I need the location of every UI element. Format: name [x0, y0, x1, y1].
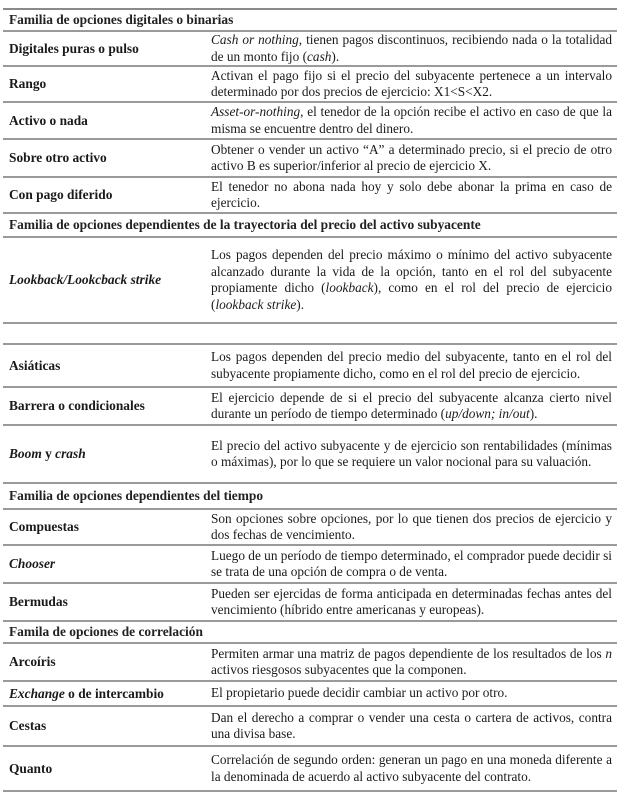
option-type-description [211, 548, 617, 581]
description-segment: Correlación de segundo orden: generan un pago en una moneda diferente a la denominada de acuerdo al activo subyacente del contrato. [211, 752, 612, 784]
option-type-name [3, 76, 211, 92]
description-segment: Los pagos dependen del precio máximo o mínimo del activo subyacente alcanzado durante la vida de la opción, tanto en el rol del subyacente propiamente dicho ( [211, 247, 612, 295]
table-row [3, 546, 617, 584]
description-segment: cash [307, 48, 332, 64]
description-segment: ), como en el rol del precio de ejercicio ( [211, 280, 612, 312]
description-segment: Permiten armar una matriz de pagos dependiente de los resultados de los [211, 645, 606, 661]
description-segment: Asset-or-nothing [211, 104, 301, 119]
table-row [3, 388, 617, 426]
description-segment: Son opciones sobre opciones, por lo que tienen dos precios de ejercicio y dos fechas de vencimiento. [211, 510, 612, 542]
option-name-segment: Activo o nada [9, 112, 88, 128]
option-type-name [3, 446, 211, 462]
option-type-name [3, 594, 211, 610]
description-segment: Luego de un período de tiempo determinado, el comprador puede decidir si se trata de una opción de compra o de venta. [211, 547, 612, 579]
option-type-description [211, 685, 617, 702]
table-row [3, 682, 617, 707]
option-type-name [3, 686, 211, 702]
option-type-name [3, 113, 211, 129]
option-name-segment: Compuestas [9, 519, 79, 534]
option-name-segment: Lookback/Lookcback strike [9, 272, 162, 287]
option-type-name [3, 272, 211, 288]
table-row [3, 345, 617, 388]
option-name-segment: Sobre otro activo [9, 150, 107, 165]
option-type-name [3, 187, 211, 203]
option-type-name [3, 150, 211, 166]
option-name-segment: o de intercambio [64, 685, 164, 701]
option-type-description [211, 390, 617, 423]
description-segment: El ejercicio depende de si el precio del subyacente alcanza cierto nivel durante un período de tiempo determinado ( [211, 389, 612, 421]
option-type-description [211, 104, 617, 137]
option-name-segment: Digitales puras o pulso [9, 40, 139, 56]
option-name-segment: crash [55, 446, 86, 461]
option-name-segment: Con pago diferido [9, 187, 113, 202]
option-type-name [3, 519, 211, 535]
option-type-description [211, 349, 617, 382]
table-row [3, 584, 617, 622]
option-name-segment: Boom [9, 446, 42, 461]
option-name-segment: Quanto [9, 760, 53, 776]
description-segment: Pueden ser ejercidas de forma anticipada en determinadas fechas antes del vencimiento (híbrido entre americanas y europeas). [211, 585, 612, 617]
description-segment: lookback strike [215, 296, 297, 312]
option-type-description [211, 752, 617, 785]
description-segment: El tenedor no abona nada hoy y solo debe abonar la prima en caso de ejercicio. [211, 178, 612, 210]
description-segment: lookback [325, 280, 374, 295]
option-type-description [211, 142, 617, 175]
table-row [3, 178, 617, 214]
table-row [3, 426, 617, 484]
option-type-name [3, 41, 211, 57]
family-header: Familia de opciones dependientes de la trayectoria del precio del activo subyacente [3, 214, 617, 238]
description-segment: , tienen pagos discontinuos, recibiendo nada o la totalidad de un monto fijo ( [211, 32, 612, 64]
table-row [3, 238, 617, 324]
description-segment: ). [296, 296, 305, 312]
description-segment: ). [529, 406, 538, 421]
options-classification-table [3, 8, 617, 792]
option-name-segment: Asiáticas [9, 357, 61, 373]
option-type-name [3, 718, 211, 734]
option-type-description [211, 710, 617, 743]
description-segment: , el tenedor de la opción recibe el activo en caso de que la misma se encuentre dentro del dinero. [211, 104, 612, 136]
description-segment: El precio del activo subyacente y de ejercicio son rentabilidades (mínimas o máximas), por lo que se requiere un valor nocional para su valuación. [211, 437, 612, 469]
option-name-segment: Barrera o condicionales [9, 398, 145, 413]
description-segment: activos riesgosos subyacentes que la componen. [211, 662, 467, 677]
family-header: Familia de opciones digitales o binarias [3, 10, 617, 32]
table-row [3, 707, 617, 747]
option-name-segment: Cestas [9, 718, 47, 733]
description-segment: Dan el derecho a comprar o vender una cesta o cartera de activos, contra una divisa base. [211, 709, 612, 741]
option-name-segment: Chooser [9, 556, 56, 571]
option-type-description [211, 586, 617, 619]
option-type-description [211, 247, 617, 313]
description-segment: Activan el pago fijo si el precio del subyacente pertenece a un intervalo determinado por dos precios de ejercicio: X1<S<X2. [211, 67, 612, 99]
table-row [3, 103, 617, 140]
option-type-description [211, 511, 617, 544]
option-name-segment: y [41, 446, 56, 461]
description-segment: Cash or nothing [211, 32, 299, 47]
description-segment: up/down; in/out [445, 406, 530, 421]
description-segment: Los pagos dependen del precio medio del subyacente, tanto en el rol del subyacente propiamente dicho, como en el rol del precio de ejercicio. [211, 349, 612, 381]
description-segment: ). [331, 48, 340, 64]
option-type-description [211, 179, 617, 212]
option-type-name [3, 358, 211, 374]
option-type-name [3, 761, 211, 777]
table-row [3, 747, 617, 792]
option-type-name [3, 398, 211, 414]
option-name-segment: Exchange [9, 685, 65, 701]
empty-row [3, 324, 617, 345]
option-type-description [211, 68, 617, 101]
option-type-description [211, 32, 617, 65]
table-row [3, 644, 617, 682]
table-row [3, 67, 617, 103]
option-name-segment: Bermudas [9, 594, 68, 609]
family-header: Famila de opciones de correlación [3, 622, 617, 644]
option-name-segment: Rango [9, 76, 47, 91]
table-row [3, 510, 617, 546]
option-type-name [3, 556, 211, 572]
family-header: Familia de opciones dependientes del tiempo [3, 484, 617, 510]
option-type-description [211, 438, 617, 471]
option-type-name [3, 654, 211, 670]
description-segment: Obtener o vender un activo “A” a determinado precio, si el precio de otro activo B es superior/inferior al precio de ejercicio X. [211, 141, 612, 173]
table-row [3, 140, 617, 178]
description-segment: El propietario puede decidir cambiar un activo por otro. [211, 685, 508, 701]
table-row [3, 32, 617, 67]
description-segment: n [605, 645, 612, 661]
option-type-description [211, 646, 617, 679]
option-name-segment: Arcoíris [9, 654, 56, 669]
